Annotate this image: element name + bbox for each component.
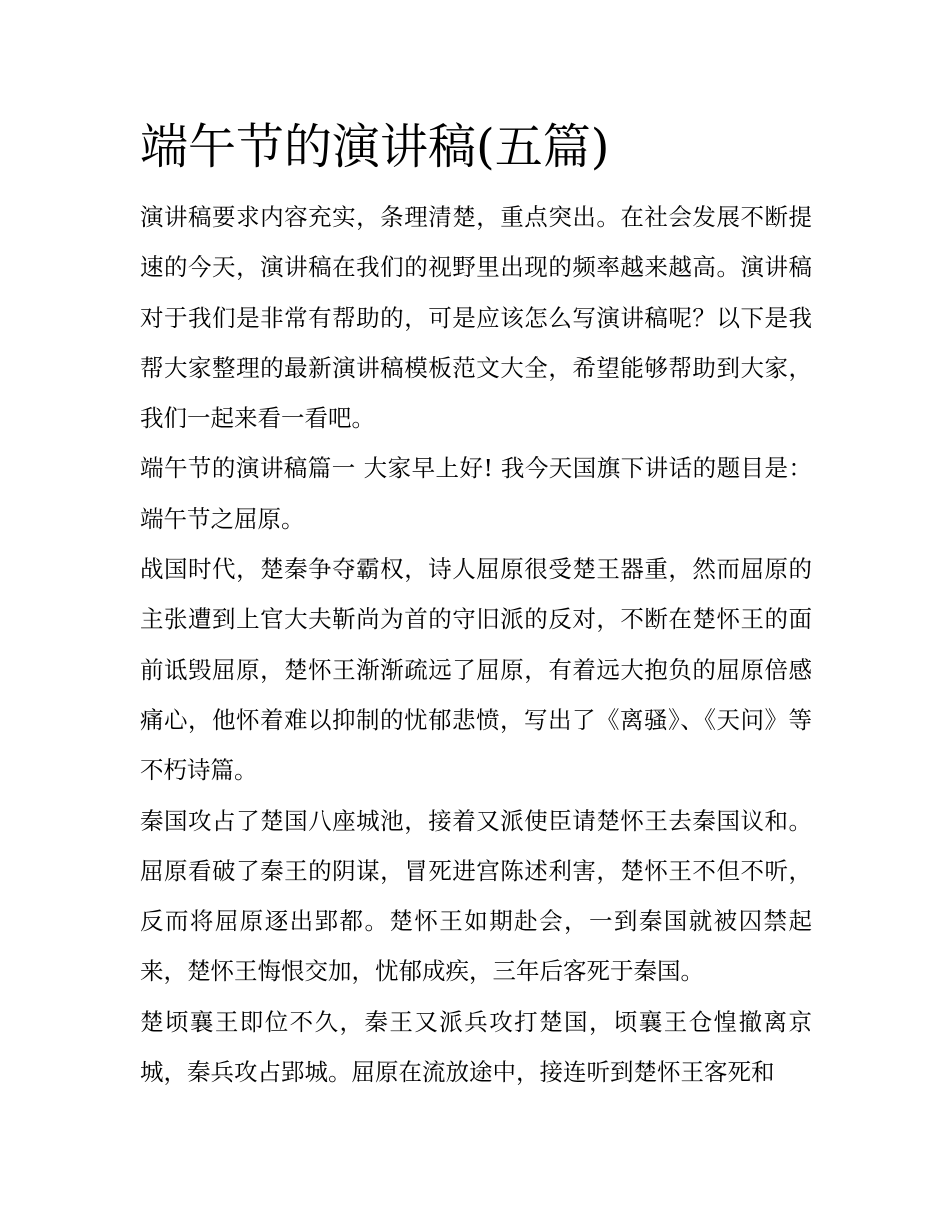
document-page xyxy=(140,110,812,1097)
paragraph-speech-opening: 端午节的演讲稿篇一 大家早上好! 我今天国旗下讲话的题目是：端午节之屈原。 xyxy=(140,454,812,533)
document-title: 端午节的演讲稿(五篇) xyxy=(140,119,610,175)
paragraph-qin-attack: 秦国攻占了楚国八座城池，接着又派使臣请楚怀王去秦国议和。屈原看破了秦王的阴谋，冒死进宫陈述利害，楚怀王不但不听，反而将屈原逐出郢都。楚怀王如期赴会，一到秦国就被囚禁起来，楚怀王悔恨交加，忧郁成疾，三年后客死于秦国。 xyxy=(140,806,812,986)
paragraph-intro: 演讲稿要求内容充实，条理清楚，重点突出。在社会发展不断提速的今天，演讲稿在我们的视野里出现的频率越来越高。演讲稿对于我们是非常有帮助的，可是应该怎么写演讲稿呢？以下是我帮大家整理的最新演讲稿模板范文大全，希望能够帮助到大家，我们一起来看一看吧。 xyxy=(140,203,812,433)
paragraph-qingxiang-king: 楚顷襄王即位不久，秦王又派兵攻打楚国，顷襄王仓惶撤离京城，秦兵攻占郢城。屈原在流放途中，接连听到楚怀王客死和 xyxy=(140,1007,812,1087)
paragraph-warring-states: 战国时代，楚秦争夺霸权，诗人屈原很受楚王器重，然而屈原的主张遭到上官大夫靳尚为首的守旧派的反对，不断在楚怀王的面前诋毁屈原，楚怀王渐渐疏远了屈原，有着远大抱负的屈原倍感痛心，他怀着难以抑制的忧郁悲愤，写出了《离骚》、《天问》等不朽诗篇。 xyxy=(140,555,812,785)
